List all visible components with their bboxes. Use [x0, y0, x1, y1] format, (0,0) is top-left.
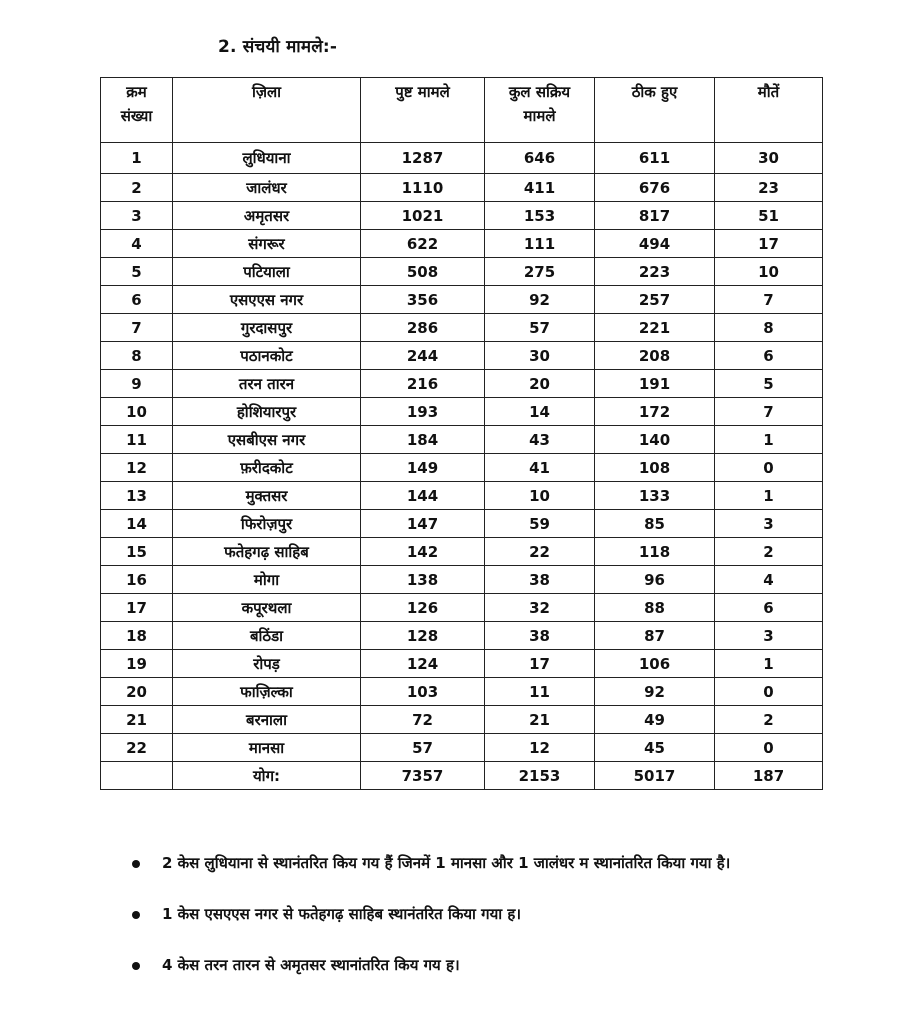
recovered-cell: 221 [595, 314, 715, 342]
deaths-cell: 6 [715, 594, 823, 622]
district-cell: संगरूर [173, 230, 361, 258]
active-cell: 153 [485, 202, 595, 230]
recovered-cell: 85 [595, 510, 715, 538]
table-header-row [101, 78, 823, 143]
table-row [101, 566, 823, 594]
serial-number-cell: 1 [101, 143, 173, 174]
serial-number-header: क्रम संख्या [101, 78, 173, 143]
district-cell: तरन तारन [173, 370, 361, 398]
confirmed-cell: 57 [361, 734, 485, 762]
recovered-cell: 817 [595, 202, 715, 230]
total-row [101, 762, 823, 790]
recovered-cell: 611 [595, 143, 715, 174]
deaths-cell: 7 [715, 398, 823, 426]
bullet-dot-icon [132, 860, 140, 868]
note-text: 1 केस एसएएस नगर से फतेहगढ़ साहिब स्थानंतरित किया गया ह। [162, 905, 522, 923]
deaths-cell: 1 [715, 650, 823, 678]
confirmed-cell: 356 [361, 286, 485, 314]
cumulative-cases-table [100, 77, 823, 790]
district-cell: लुधियाना [173, 143, 361, 174]
serial-number-cell: 10 [101, 398, 173, 426]
active-cell: 92 [485, 286, 595, 314]
recovered-cell: 88 [595, 594, 715, 622]
bullet-dot-icon [132, 911, 140, 919]
confirmed-cell: 103 [361, 678, 485, 706]
total-recovered-cell: 5017 [595, 762, 715, 790]
active-cell: 59 [485, 510, 595, 538]
district-cell: गुरदासपुर [173, 314, 361, 342]
district-cell: बठिंडा [173, 622, 361, 650]
table-row [101, 314, 823, 342]
serial-number-cell: 16 [101, 566, 173, 594]
district-cell: कपूरथला [173, 594, 361, 622]
deaths-cell: 17 [715, 230, 823, 258]
active-cell: 30 [485, 342, 595, 370]
table-row [101, 538, 823, 566]
recovered-cell: 140 [595, 426, 715, 454]
recovered-cell: 133 [595, 482, 715, 510]
district-cell: मोगा [173, 566, 361, 594]
active-cell: 20 [485, 370, 595, 398]
deaths-cell: 0 [715, 454, 823, 482]
serial-number-cell: 6 [101, 286, 173, 314]
serial-number-cell: 2 [101, 174, 173, 202]
table-row [101, 734, 823, 762]
active-cell: 32 [485, 594, 595, 622]
table-row [101, 230, 823, 258]
table-row [101, 202, 823, 230]
table-row [101, 426, 823, 454]
table-row [101, 482, 823, 510]
total-active-cell: 2153 [485, 762, 595, 790]
confirmed-cell: 184 [361, 426, 485, 454]
recovered-cell: 45 [595, 734, 715, 762]
active-cell: 43 [485, 426, 595, 454]
active-cases-header: कुल सक्रिय मामले [485, 78, 595, 143]
deaths-cell: 23 [715, 174, 823, 202]
deaths-cell: 4 [715, 566, 823, 594]
table-row [101, 370, 823, 398]
table-row [101, 286, 823, 314]
confirmed-cell: 149 [361, 454, 485, 482]
recovered-cell: 223 [595, 258, 715, 286]
recovered-header: ठीक हुए [595, 78, 715, 143]
table-row [101, 706, 823, 734]
recovered-cell: 208 [595, 342, 715, 370]
table-row [101, 594, 823, 622]
deaths-cell: 6 [715, 342, 823, 370]
recovered-cell: 118 [595, 538, 715, 566]
note-item [132, 899, 822, 929]
district-cell: होशियारपुर [173, 398, 361, 426]
active-cell: 275 [485, 258, 595, 286]
serial-number-cell: 12 [101, 454, 173, 482]
notes-list [132, 848, 822, 1001]
bullet-dot-icon [132, 962, 140, 970]
district-cell: फिरोज़पुर [173, 510, 361, 538]
serial-number-cell: 20 [101, 678, 173, 706]
table-row [101, 398, 823, 426]
deaths-cell: 2 [715, 538, 823, 566]
table-row [101, 622, 823, 650]
table-body [101, 143, 823, 790]
confirmed-cell: 128 [361, 622, 485, 650]
confirmed-cell: 508 [361, 258, 485, 286]
district-cell: पटियाला [173, 258, 361, 286]
active-cell: 57 [485, 314, 595, 342]
recovered-cell: 108 [595, 454, 715, 482]
recovered-cell: 191 [595, 370, 715, 398]
table-row [101, 174, 823, 202]
confirmed-cell: 1021 [361, 202, 485, 230]
active-cell: 14 [485, 398, 595, 426]
table-row [101, 650, 823, 678]
district-cell: मुक्तसर [173, 482, 361, 510]
confirmed-cell: 622 [361, 230, 485, 258]
district-cell: जालंधर [173, 174, 361, 202]
recovered-cell: 172 [595, 398, 715, 426]
recovered-cell: 87 [595, 622, 715, 650]
confirmed-cell: 1110 [361, 174, 485, 202]
total-deaths-cell: 187 [715, 762, 823, 790]
active-cell: 21 [485, 706, 595, 734]
deaths-cell: 30 [715, 143, 823, 174]
recovered-cell: 676 [595, 174, 715, 202]
deaths-cell: 1 [715, 482, 823, 510]
deaths-cell: 51 [715, 202, 823, 230]
active-cell: 41 [485, 454, 595, 482]
active-cell: 38 [485, 566, 595, 594]
section-heading: 2. संचयी मामले:- [218, 37, 338, 57]
district-cell: एसएएस नगर [173, 286, 361, 314]
table-row [101, 678, 823, 706]
deaths-cell: 10 [715, 258, 823, 286]
active-cell: 411 [485, 174, 595, 202]
serial-number-cell: 21 [101, 706, 173, 734]
deaths-cell: 3 [715, 622, 823, 650]
district-cell: अमृतसर [173, 202, 361, 230]
deaths-cell: 5 [715, 370, 823, 398]
district-header: ज़िला [173, 78, 361, 143]
deaths-cell: 1 [715, 426, 823, 454]
serial-number-cell: 17 [101, 594, 173, 622]
serial-number-cell: 9 [101, 370, 173, 398]
serial-number-cell: 18 [101, 622, 173, 650]
serial-number-cell: 3 [101, 202, 173, 230]
deaths-cell: 2 [715, 706, 823, 734]
table-row [101, 143, 823, 174]
recovered-cell: 106 [595, 650, 715, 678]
active-cell: 111 [485, 230, 595, 258]
serial-number-cell: 7 [101, 314, 173, 342]
deaths-cell: 8 [715, 314, 823, 342]
district-cell: फ़रीदकोट [173, 454, 361, 482]
confirmed-cell: 244 [361, 342, 485, 370]
district-cell: पठानकोट [173, 342, 361, 370]
recovered-cell: 92 [595, 678, 715, 706]
total-confirmed-cell: 7357 [361, 762, 485, 790]
recovered-cell: 96 [595, 566, 715, 594]
note-item [132, 950, 822, 980]
total-label-cell: योग: [173, 762, 361, 790]
active-cell: 17 [485, 650, 595, 678]
confirmed-cell: 72 [361, 706, 485, 734]
deaths-cell: 0 [715, 678, 823, 706]
deaths-cell: 0 [715, 734, 823, 762]
serial-number-cell: 4 [101, 230, 173, 258]
confirmed-cases-header: पुष्ट मामले [361, 78, 485, 143]
total-blank-cell [101, 762, 173, 790]
district-cell: फाज़िल्का [173, 678, 361, 706]
district-cell: रोपड़ [173, 650, 361, 678]
confirmed-cell: 144 [361, 482, 485, 510]
table-row [101, 258, 823, 286]
recovered-cell: 49 [595, 706, 715, 734]
serial-number-cell: 14 [101, 510, 173, 538]
deaths-cell: 3 [715, 510, 823, 538]
district-cell: मानसा [173, 734, 361, 762]
serial-number-cell: 13 [101, 482, 173, 510]
district-cell: फतेहगढ़ साहिब [173, 538, 361, 566]
confirmed-cell: 286 [361, 314, 485, 342]
active-cell: 10 [485, 482, 595, 510]
serial-number-cell: 11 [101, 426, 173, 454]
deaths-header: मौतें [715, 78, 823, 143]
active-cell: 646 [485, 143, 595, 174]
confirmed-cell: 124 [361, 650, 485, 678]
serial-number-cell: 8 [101, 342, 173, 370]
note-text: 4 केस तरन तारन से अमृतसर स्थानांतरित किय गय ह। [162, 956, 460, 974]
confirmed-cell: 138 [361, 566, 485, 594]
serial-number-cell: 19 [101, 650, 173, 678]
recovered-cell: 257 [595, 286, 715, 314]
active-cell: 38 [485, 622, 595, 650]
confirmed-cell: 1287 [361, 143, 485, 174]
recovered-cell: 494 [595, 230, 715, 258]
serial-number-cell: 15 [101, 538, 173, 566]
serial-number-cell: 22 [101, 734, 173, 762]
district-cell: बरनाला [173, 706, 361, 734]
confirmed-cell: 142 [361, 538, 485, 566]
note-item [132, 848, 822, 878]
active-cell: 22 [485, 538, 595, 566]
confirmed-cell: 216 [361, 370, 485, 398]
active-cell: 12 [485, 734, 595, 762]
serial-number-cell: 5 [101, 258, 173, 286]
confirmed-cell: 147 [361, 510, 485, 538]
district-cell: एसबीएस नगर [173, 426, 361, 454]
table-row [101, 510, 823, 538]
table-row [101, 342, 823, 370]
confirmed-cell: 193 [361, 398, 485, 426]
confirmed-cell: 126 [361, 594, 485, 622]
note-text: 2 केस लुधियाना से स्थानंतरित किय गय हैं जिनमें 1 मानसा और 1 जालंधर म स्थानांतरित किया गया है। [162, 854, 731, 872]
active-cell: 11 [485, 678, 595, 706]
deaths-cell: 7 [715, 286, 823, 314]
table-row [101, 454, 823, 482]
